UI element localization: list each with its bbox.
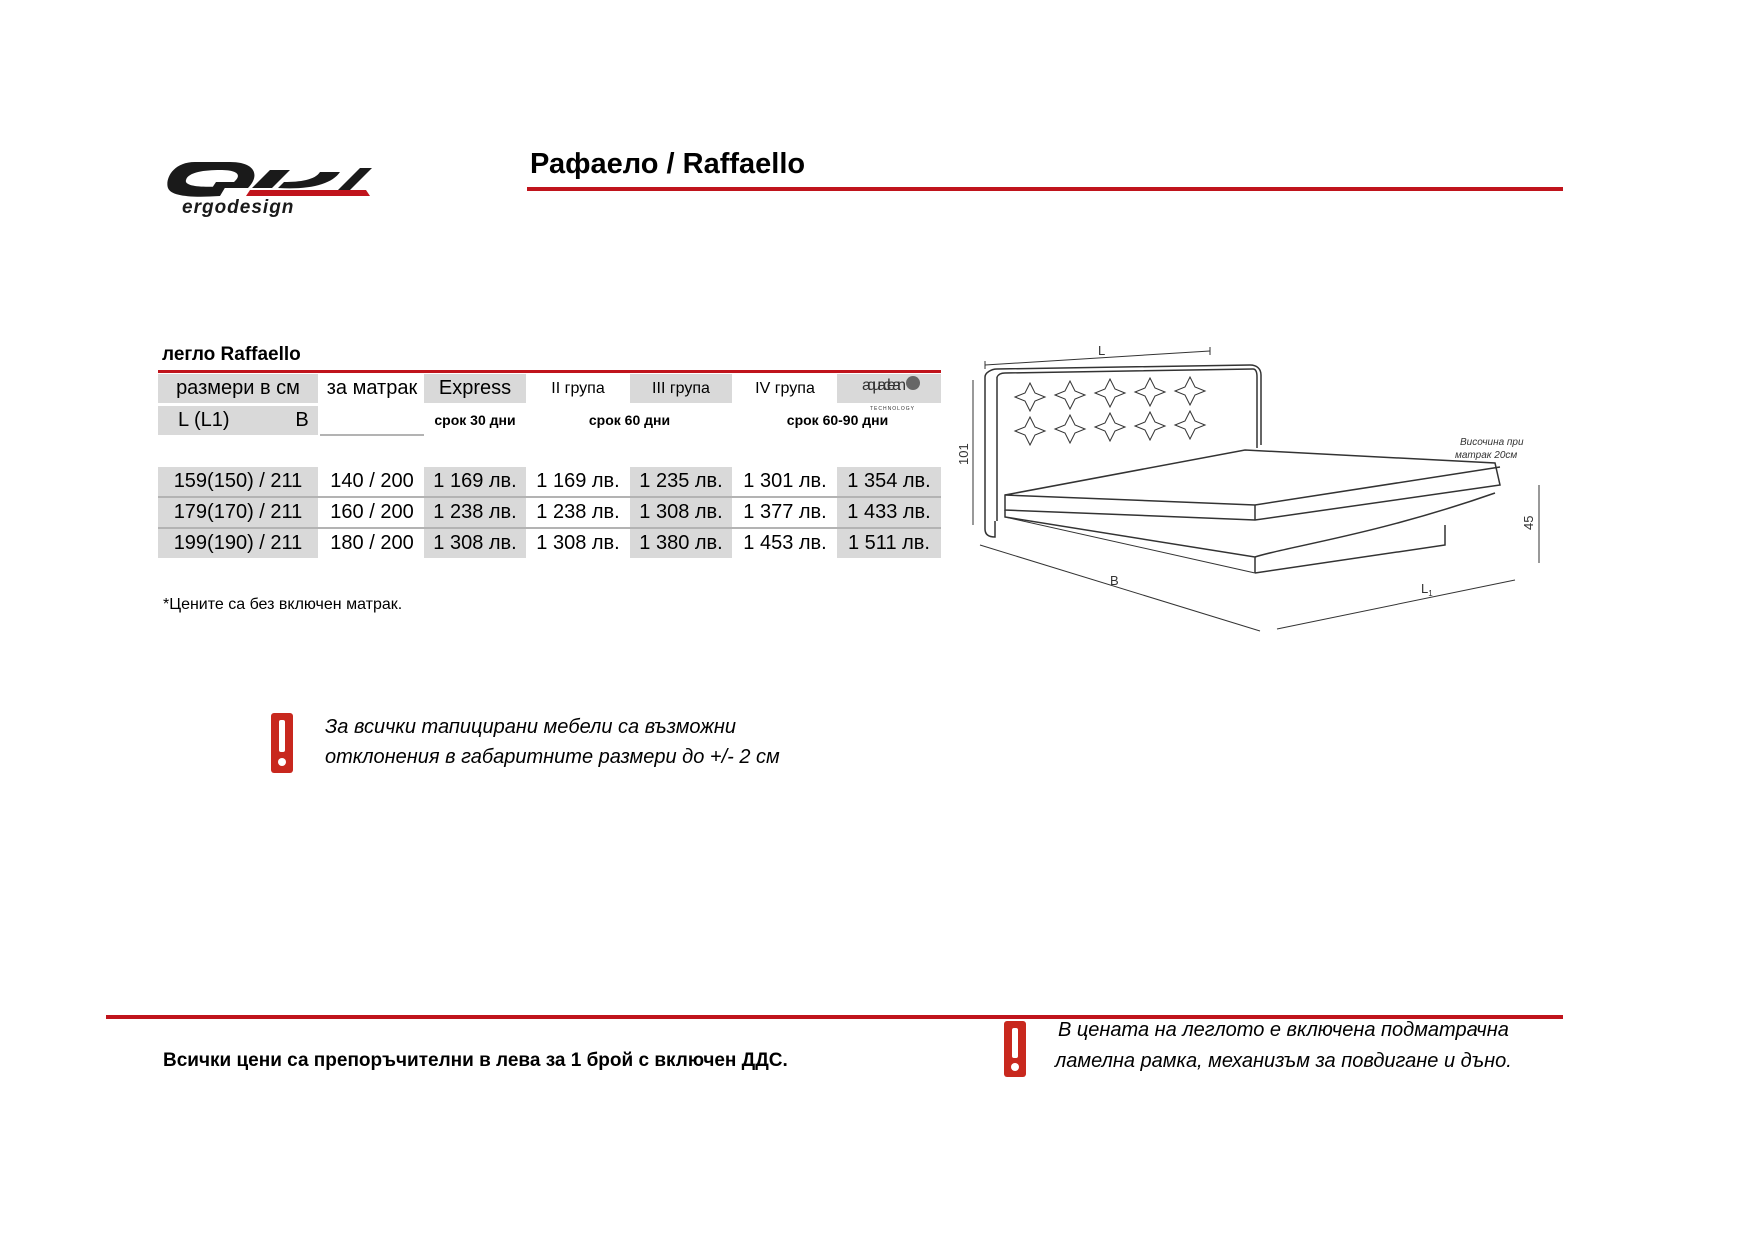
row1-g2: 1 169 лв. (536, 470, 620, 492)
header-group4: IV група (755, 380, 815, 397)
row3-size: 199(190) / 211 (158, 529, 318, 558)
footer-warning-line2: ламелна рамка, механизъм за повдигане и дъно. (1055, 1050, 1512, 1072)
row2-mattress: 160 / 200 (330, 501, 414, 523)
warning1-line1: За всички тапицирани мебели са възможни (325, 716, 737, 738)
exclamation-icon (270, 712, 294, 774)
bed-dimension-drawing (955, 335, 1555, 640)
mattress-note-1: Височина при (1460, 437, 1524, 448)
mattress-underline (320, 434, 424, 436)
ergodesign-logo (160, 150, 375, 225)
subheader-l: L (L1) (178, 409, 230, 431)
footer-warning-text (1055, 1015, 1512, 1077)
row2-g2: 1 238 лв. (536, 501, 620, 523)
subheader-group4-term: срок 60-90 дни (786, 412, 889, 428)
row2-size: 179(170) / 211 (158, 498, 318, 527)
row3-g2: 1 308 лв. (536, 532, 620, 554)
title-rule (527, 187, 1563, 191)
row2-g3: 1 308 лв. (630, 498, 732, 527)
table-top-rule (158, 370, 941, 373)
row1-size: 159(150) / 211 (158, 467, 318, 496)
row2-aqua: 1 433 лв. (837, 498, 941, 527)
label-l: L (1098, 343, 1106, 358)
svg-text:aqua clean: aqua clean (862, 377, 906, 394)
footer-price-text: Всички цени са препоръчителни в лева за 1 брой с включен ДДС. (163, 1050, 788, 1071)
warning-text-dimensions (325, 712, 780, 772)
row2-express: 1 238 лв. (424, 498, 526, 527)
subheader-b: B (295, 409, 309, 431)
header-sizes: размери в см (158, 374, 318, 403)
page-title: Рафаело / Raffaello (530, 148, 806, 180)
row3-g3: 1 380 лв. (630, 529, 732, 558)
footer-warning-line1: В цената на леглото е включена подматрачна (1057, 1019, 1509, 1041)
row3-aqua: 1 511 лв. (837, 529, 941, 558)
header-group3: III група (630, 374, 732, 403)
svg-text:TECHNOLOGY: TECHNOLOGY (870, 406, 916, 412)
row3-express: 1 308 лв. (424, 529, 526, 558)
row3-g4: 1 453 лв. (743, 532, 827, 554)
warning1-line2: отклонения в габаритните размери до +/- 2 см (325, 746, 780, 768)
exclamation-icon (1003, 1020, 1027, 1078)
row2-g4: 1 377 лв. (743, 501, 827, 523)
label-b: B (1110, 573, 1119, 588)
row1-g4: 1 301 лв. (743, 470, 827, 492)
logo-text: ergodesign (182, 197, 295, 218)
header-mattress: за матрак (326, 377, 418, 399)
subheader-express-term: срок 30 дни (434, 412, 516, 428)
mattress-note-2: матрак 20см (1455, 450, 1518, 461)
label-height: 101 (956, 443, 971, 465)
subheader-group23-term: срок 60 дни (588, 412, 671, 428)
header-group2: II група (551, 380, 605, 397)
label-45: 45 (1521, 515, 1536, 530)
row1-aqua: 1 354 лв. (837, 467, 941, 496)
row1-mattress: 140 / 200 (330, 470, 414, 492)
label-l1: $L_1$ (1421, 581, 1433, 598)
header-express: Express (424, 374, 526, 403)
product-subtitle: легло Raffaello (162, 344, 301, 365)
price-note: *Цените са без включен матрак. (163, 596, 403, 613)
row3-mattress: 180 / 200 (330, 532, 414, 554)
row1-express: 1 169 лв. (424, 467, 526, 496)
row1-g3: 1 235 лв. (630, 467, 732, 496)
